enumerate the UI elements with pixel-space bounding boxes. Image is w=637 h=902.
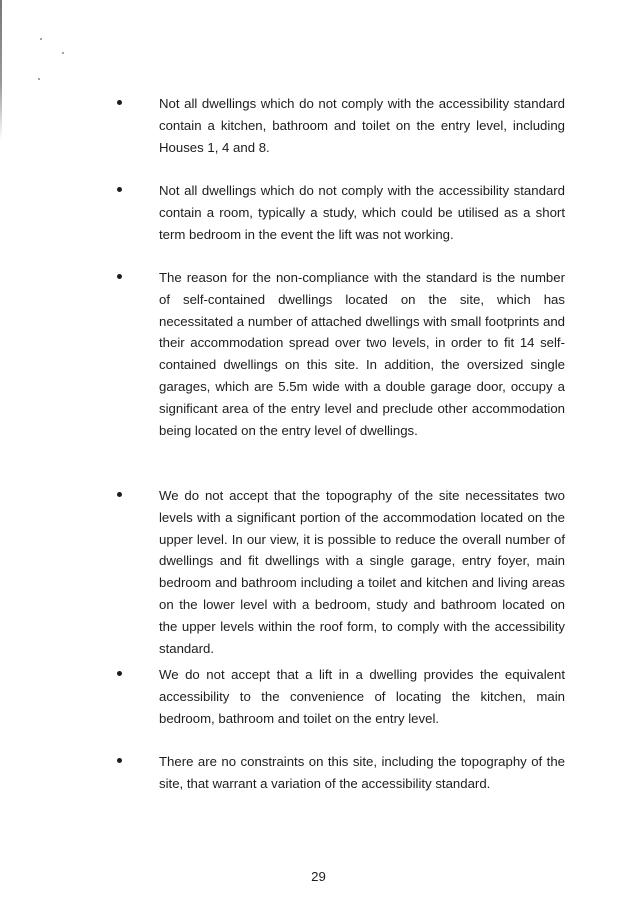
bullet-text: There are no constraints on this site, including the topography of the site, that warrant a variation of the accessibility standard. [159, 754, 565, 791]
scan-speck [62, 52, 64, 54]
scan-edge-mark [0, 0, 2, 140]
bullet-point-icon [117, 671, 122, 676]
bullet-text: Not all dwellings which do not comply with the accessibility standard contain a kitchen, bathroom and toilet on the entry level, including Houses 1, 4 and 8. [159, 96, 565, 155]
bullet-text: We do not accept that a lift in a dwelling provides the equivalent accessibility to the convenience of locating the kitchen, main bedroom, bathroom and toilet on the entry level. [159, 667, 565, 726]
bullet-text: We do not accept that the topography of the site necessitates two levels with a significant portion of the accommodation located on the upper level. In our view, it is possible to reduce the overall number of dwellings and fit dwellings with a single garage, entry foyer, main bedroom and bathroom including a toilet and kitchen and living areas on the lower level with a bedroom, study and bathroom located on the upper levels within the roof form, to comply with the accessibility standard. [159, 488, 565, 656]
scan-speck [40, 38, 42, 40]
page-number: 29 [311, 869, 326, 884]
bullet-point-icon [117, 274, 122, 279]
bullet-point-icon [117, 758, 122, 763]
bullet-point-icon [117, 187, 122, 192]
bullet-text: The reason for the non-compliance with the standard is the number of self-contained dwellings located on the site, which has necessitated a number of attached dwellings with small footprints and their accommodation spread over two levels, in order to fit 14 self-contained dwellings on this site. In addition, the oversized single garages, which are 5.5m wide with a double garage door, occupy a significant area of the entry level and preclude other accommodation being located on the entry level of dwellings. [159, 270, 565, 438]
bullet-point-icon [117, 100, 122, 105]
bullet-point-icon [117, 492, 122, 497]
scan-speck [38, 78, 40, 80]
bullet-text: Not all dwellings which do not comply with the accessibility standard contain a room, typically a study, which could be utilised as a short term bedroom in the event the lift was not working. [159, 183, 565, 242]
